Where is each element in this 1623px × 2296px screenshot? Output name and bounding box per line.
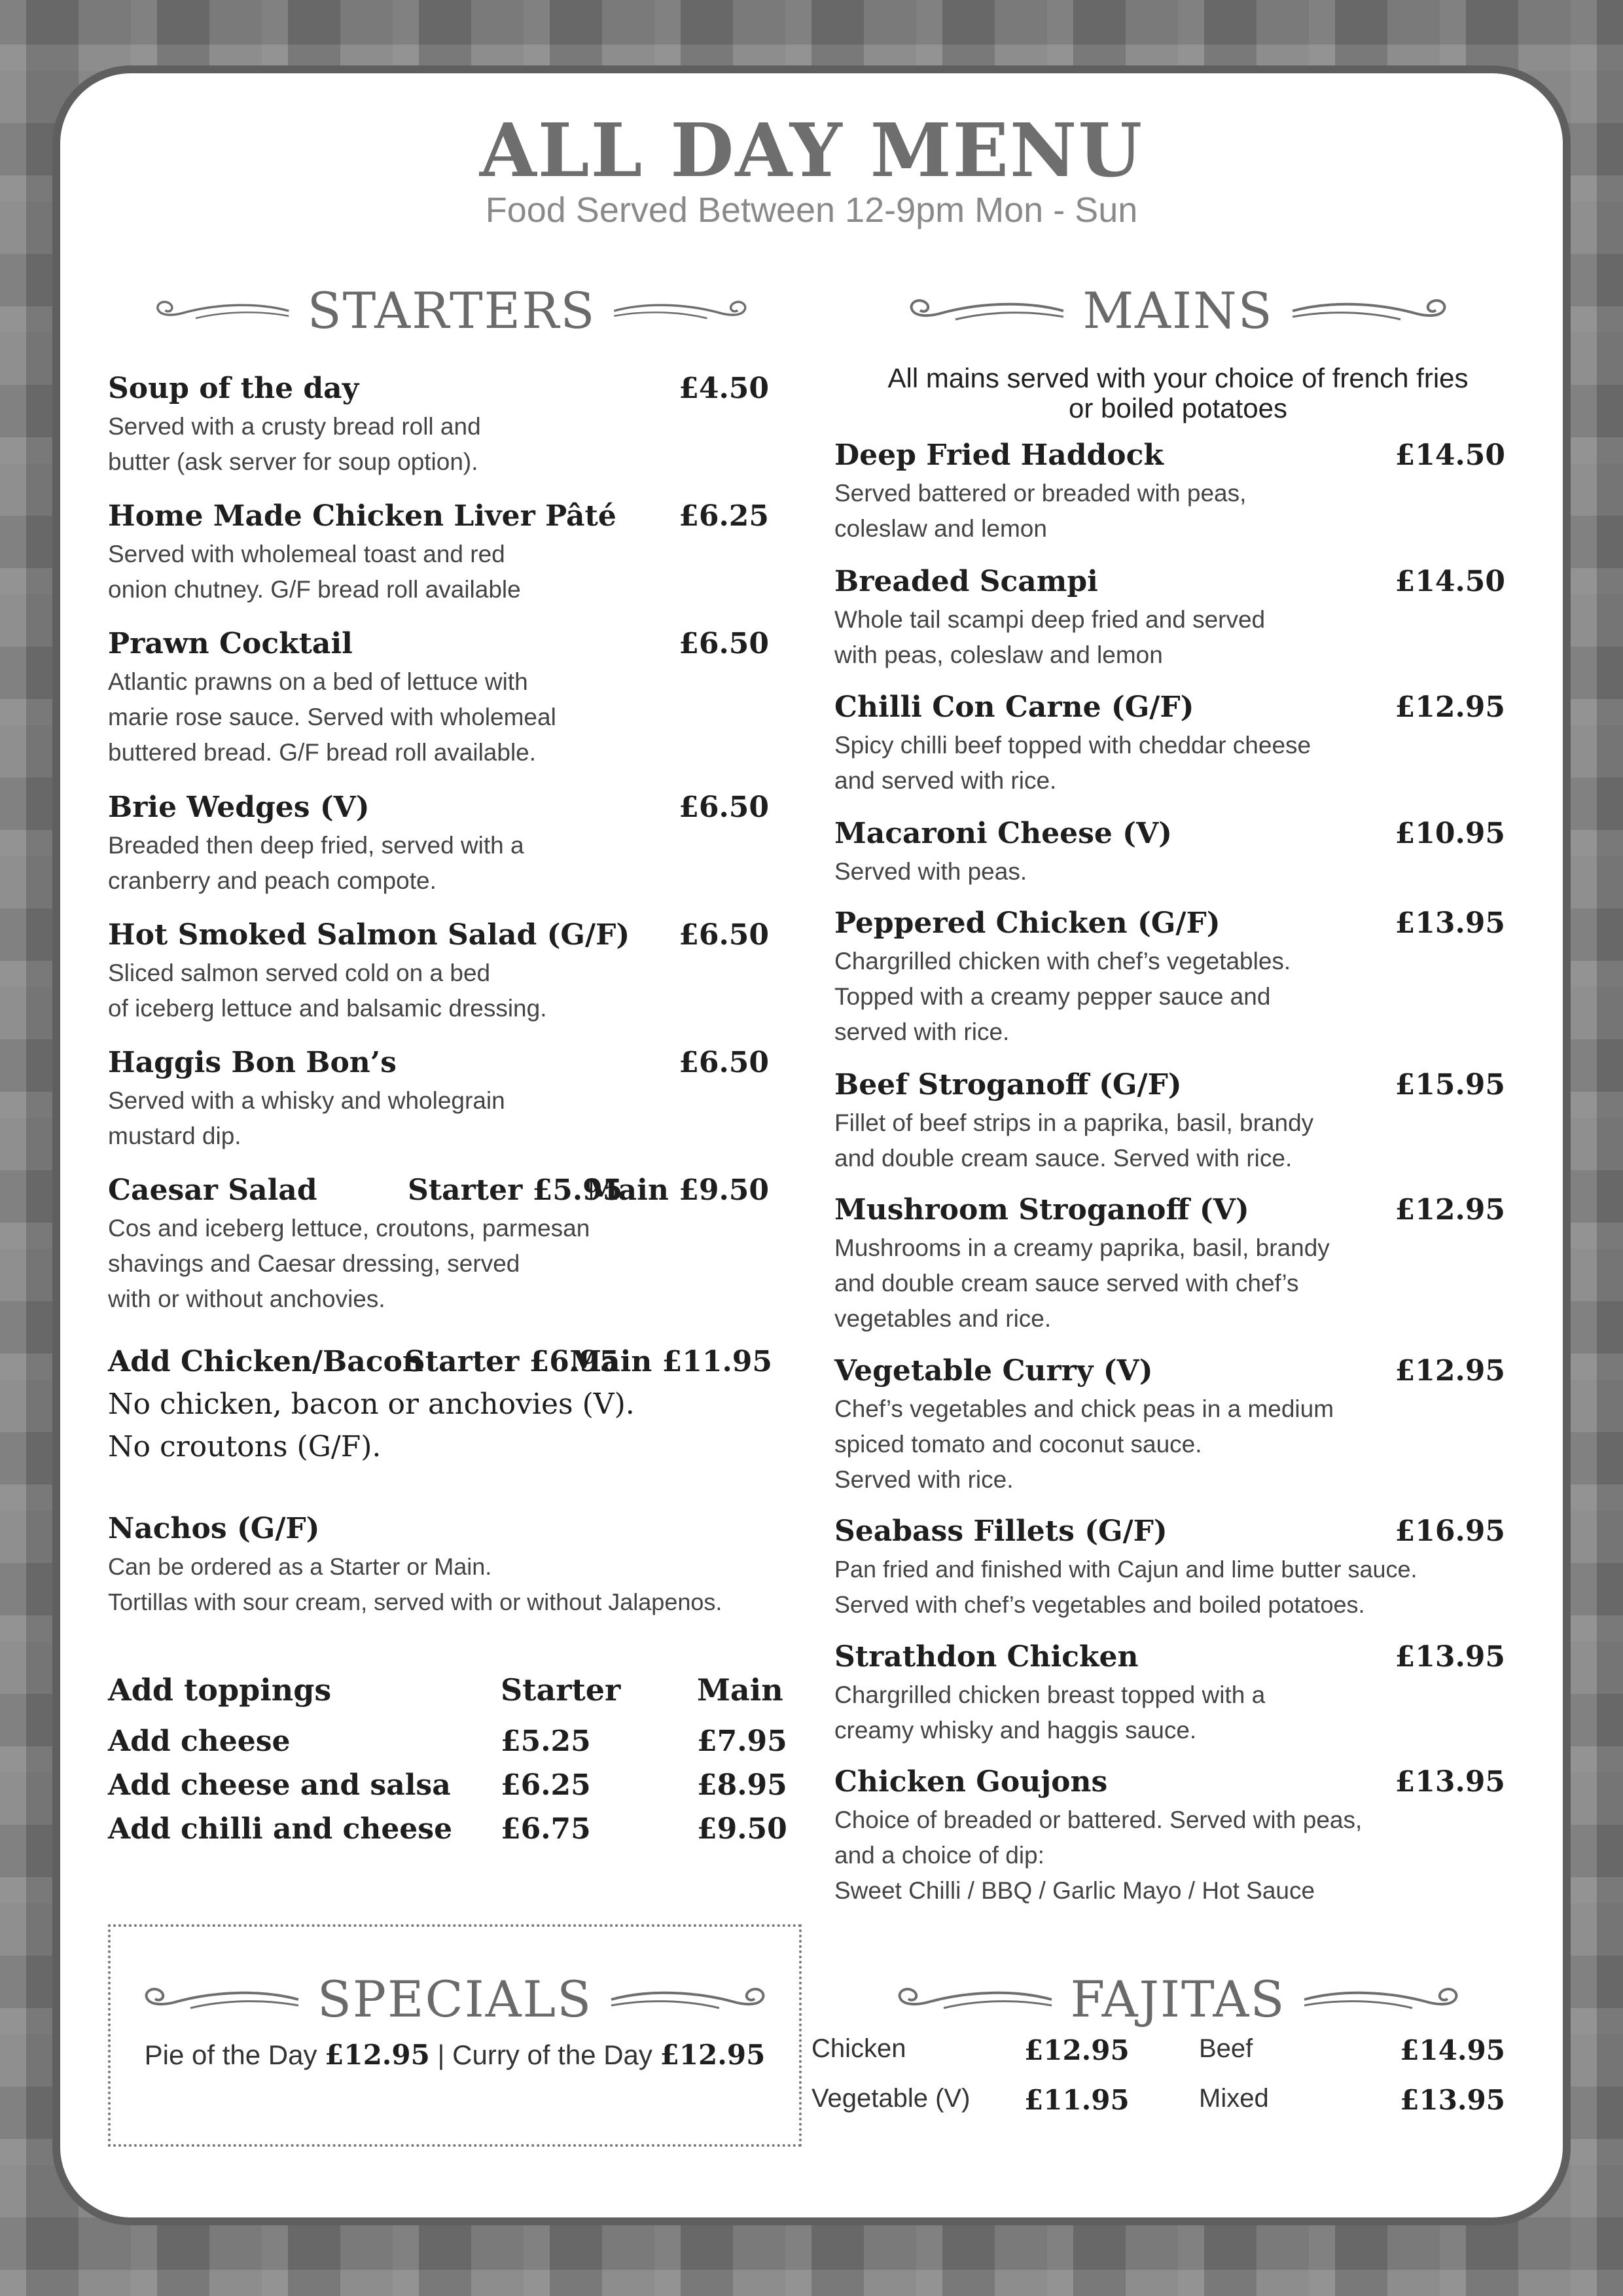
item-name: Brie Wedges (V) (108, 791, 370, 824)
item-name: Nachos (G/F) (108, 1512, 320, 1545)
curry-price: £12.95 (660, 2039, 766, 2071)
main-item (834, 565, 1505, 673)
fajita-name: Mixed (1199, 2084, 1269, 2113)
fajita-price: £11.95 (1024, 2084, 1130, 2116)
separator: | (437, 2039, 445, 2070)
item-desc: Served with a crusty bread roll and butter (ask server for soup option). (108, 413, 481, 475)
fajita-name: Chicken (812, 2034, 906, 2063)
right-flourish-icon (1289, 288, 1453, 334)
dietary-note: No chicken, bacon or anchovies (V). (108, 1388, 635, 1421)
starter-price: Starter £6.95 (404, 1345, 620, 1378)
item-price: £15.95 (1395, 1068, 1505, 1102)
main-item (834, 1354, 1505, 1498)
topping-main-price: £8.95 (697, 1768, 787, 1802)
mains-heading (877, 281, 1479, 340)
item-desc: Breaded then deep fried, served with a cranberry and peach compote. (108, 832, 524, 894)
curry-label: Curry of the Day (452, 2039, 652, 2070)
specials-heading (108, 1970, 802, 2028)
right-flourish-icon (608, 1977, 772, 2022)
item-name: Home Made Chicken Liver Pâté (108, 499, 616, 533)
main-item (834, 439, 1505, 547)
topping-main-price: £7.95 (697, 1725, 787, 1758)
item-desc: Served with peas. (834, 858, 1027, 885)
item-name: Caesar Salad (108, 1174, 317, 1207)
fajitas-heading (877, 1970, 1479, 2028)
item-desc: Chef’s vegetables and chick peas in a medium spiced tomato and coconut sauce. Served with rice. (834, 1395, 1334, 1493)
item-desc: Mushrooms in a creamy paprika, basil, brandy and double cream sauce served with chef’s vegetables and rice. (834, 1234, 1330, 1332)
item-name: Chilli Con Carne (G/F) (834, 691, 1194, 724)
item-desc: Chargrilled chicken with chef’s vegetables. Topped with a creamy pepper sauce and served with rice. (834, 948, 1291, 1045)
specials-heading-text: SPECIALS (317, 1970, 593, 2028)
item-name: Peppered Chicken (G/F) (834, 906, 1221, 940)
main-item (834, 1193, 1505, 1336)
item-desc: Fillet of beef strips in a paprika, basil, brandy and double cream sauce. Served with rice. (834, 1109, 1314, 1172)
starter-item (108, 627, 769, 770)
topping-starter-price: £6.75 (501, 1812, 591, 1846)
item-desc: Served battered or breaded with peas, coleslaw and lemon (834, 480, 1247, 542)
caesar-salad-item (108, 1174, 769, 1317)
table-row (108, 1812, 787, 1856)
item-name: Mushroom Stroganoff (V) (834, 1193, 1249, 1227)
item-desc: Atlantic prawns on a bed of lettuce with marie rose sauce. Served with wholemeal buttered bread. G/F bread roll available. (108, 668, 556, 766)
item-name: Deep Fried Haddock (834, 439, 1164, 472)
item-price: £10.95 (1395, 817, 1505, 850)
main-item (834, 1515, 1505, 1623)
main-item (834, 1068, 1505, 1176)
item-price: £13.95 (1395, 1765, 1505, 1799)
toppings-header-row (108, 1672, 783, 1725)
fajita-price: £13.95 (1400, 2084, 1505, 2116)
item-name: Beef Stroganoff (G/F) (834, 1068, 1182, 1102)
fajita-name: Beef (1199, 2034, 1253, 2063)
item-price: £12.95 (1395, 691, 1505, 724)
topping-name: Add chilli and cheese (108, 1812, 453, 1846)
starters-heading (151, 281, 753, 340)
fajita-price: £14.95 (1400, 2034, 1505, 2066)
table-row (108, 1768, 787, 1812)
starter-item (108, 791, 769, 899)
main-item (834, 906, 1505, 1050)
left-flourish-icon (903, 288, 1067, 334)
item-name: Haggis Bon Bon’s (108, 1046, 397, 1079)
item-desc: Served with a whisky and wholegrain mustard dip. (108, 1087, 505, 1149)
item-name: Soup of the day (108, 372, 359, 405)
main-item (834, 1640, 1505, 1748)
item-price: £12.95 (1395, 1193, 1505, 1227)
fajita-name: Vegetable (V) (812, 2084, 971, 2113)
item-name: Seabass Fillets (G/F) (834, 1515, 1168, 1548)
table-row (108, 1725, 787, 1768)
left-flourish-icon (151, 288, 292, 334)
dietary-note: No croutons (G/F). (108, 1430, 382, 1463)
specials-line (108, 2039, 802, 2071)
item-price: £4.50 (679, 372, 769, 405)
page-title: ALL DAY MENU (479, 108, 1144, 194)
item-name: Hot Smoked Salmon Salad (G/F) (108, 918, 630, 952)
item-desc: Chargrilled chicken breast topped with a creamy whisky and haggis sauce. (834, 1681, 1266, 1744)
item-desc: Cos and iceberg lettuce, croutons, parmesan shavings and Caesar dressing, served with or without anchovies. (108, 1215, 590, 1312)
main-price: Main £11.95 (569, 1345, 772, 1378)
item-name: Strathdon Chicken (834, 1640, 1139, 1674)
topping-main-price: £9.50 (697, 1812, 787, 1846)
right-flourish-icon (1301, 1977, 1465, 2022)
pie-price: £12.95 (325, 2039, 430, 2071)
topping-starter-price: £5.25 (501, 1725, 591, 1758)
starter-item (108, 372, 769, 480)
right-flourish-icon (611, 288, 753, 334)
page-subtitle: Food Served Between 12-9pm Mon - Sun (485, 190, 1138, 230)
item-price: £14.50 (1395, 439, 1505, 472)
main-item (834, 817, 1505, 889)
fajitas-list (812, 2034, 1505, 2139)
starter-header: Starter (501, 1672, 621, 1708)
fajitas-heading-text: FAJITAS (1070, 1970, 1286, 2028)
add-chicken-bacon-item (108, 1345, 772, 1463)
main-item (834, 691, 1505, 798)
mains-intro: All mains served with your choice of french fries or boiled potatoes (887, 363, 1469, 423)
toppings-table (108, 1672, 787, 1856)
item-name: Add Chicken/Bacon (108, 1345, 423, 1378)
starters-heading-text: STARTERS (307, 281, 596, 340)
item-desc: Choice of breaded or battered. Served with peas, and a choice of dip: Sweet Chilli / BBQ / Garlic Mayo / Hot Sauce (834, 1806, 1363, 1904)
item-price: £16.95 (1395, 1515, 1505, 1548)
item-price: £14.50 (1395, 565, 1505, 598)
item-name: Chicken Goujons (834, 1765, 1108, 1799)
toppings-header: Add toppings (108, 1672, 332, 1708)
item-desc: Served with wholemeal toast and red onion chutney. G/F bread roll available (108, 541, 521, 603)
specials-box (108, 1924, 802, 2147)
item-desc: Sliced salmon served cold on a bed of iceberg lettuce and balsamic dressing. (108, 960, 547, 1022)
item-desc: Spicy chilli beef topped with cheddar cheese and served with rice. (834, 732, 1311, 794)
item-price: £6.50 (679, 627, 769, 660)
starter-item (108, 1046, 769, 1154)
item-price: £13.95 (1395, 1640, 1505, 1674)
item-price: £13.95 (1395, 906, 1505, 940)
main-header: Main (697, 1672, 783, 1708)
topping-name: Add cheese and salsa (108, 1768, 451, 1802)
main-item (834, 1765, 1505, 1909)
item-price: £6.50 (679, 791, 769, 824)
topping-name: Add cheese (108, 1725, 291, 1758)
item-price: £12.95 (1395, 1354, 1505, 1388)
main-price: Main £9.50 (586, 1174, 769, 1207)
fajita-price: £12.95 (1024, 2034, 1130, 2066)
topping-starter-price: £6.25 (501, 1768, 591, 1802)
item-name: Vegetable Curry (V) (834, 1354, 1153, 1388)
mains-heading-text: MAINS (1082, 281, 1274, 340)
item-desc: Can be ordered as a Starter or Main. Tortillas with sour cream, served with or without Jalapenos. (108, 1553, 722, 1615)
item-price: £6.25 (679, 499, 769, 533)
item-name: Macaroni Cheese (V) (834, 817, 1172, 850)
left-flourish-icon (138, 1977, 302, 2022)
starter-item (108, 918, 769, 1026)
left-flourish-icon (891, 1977, 1055, 2022)
nachos-item (108, 1512, 802, 1620)
item-name: Breaded Scampi (834, 565, 1098, 598)
pie-label: Pie of the Day (144, 2039, 317, 2070)
starter-price: Starter £5.95 (408, 1174, 623, 1207)
item-price: £6.50 (679, 918, 769, 952)
item-price: £6.50 (679, 1046, 769, 1079)
starter-item (108, 499, 769, 607)
item-name: Prawn Cocktail (108, 627, 353, 660)
item-desc: Pan fried and finished with Cajun and lime butter sauce. Served with chef’s vegetables and boiled potatoes. (834, 1556, 1418, 1618)
item-desc: Whole tail scampi deep fried and served with peas, coleslaw and lemon (834, 606, 1266, 668)
